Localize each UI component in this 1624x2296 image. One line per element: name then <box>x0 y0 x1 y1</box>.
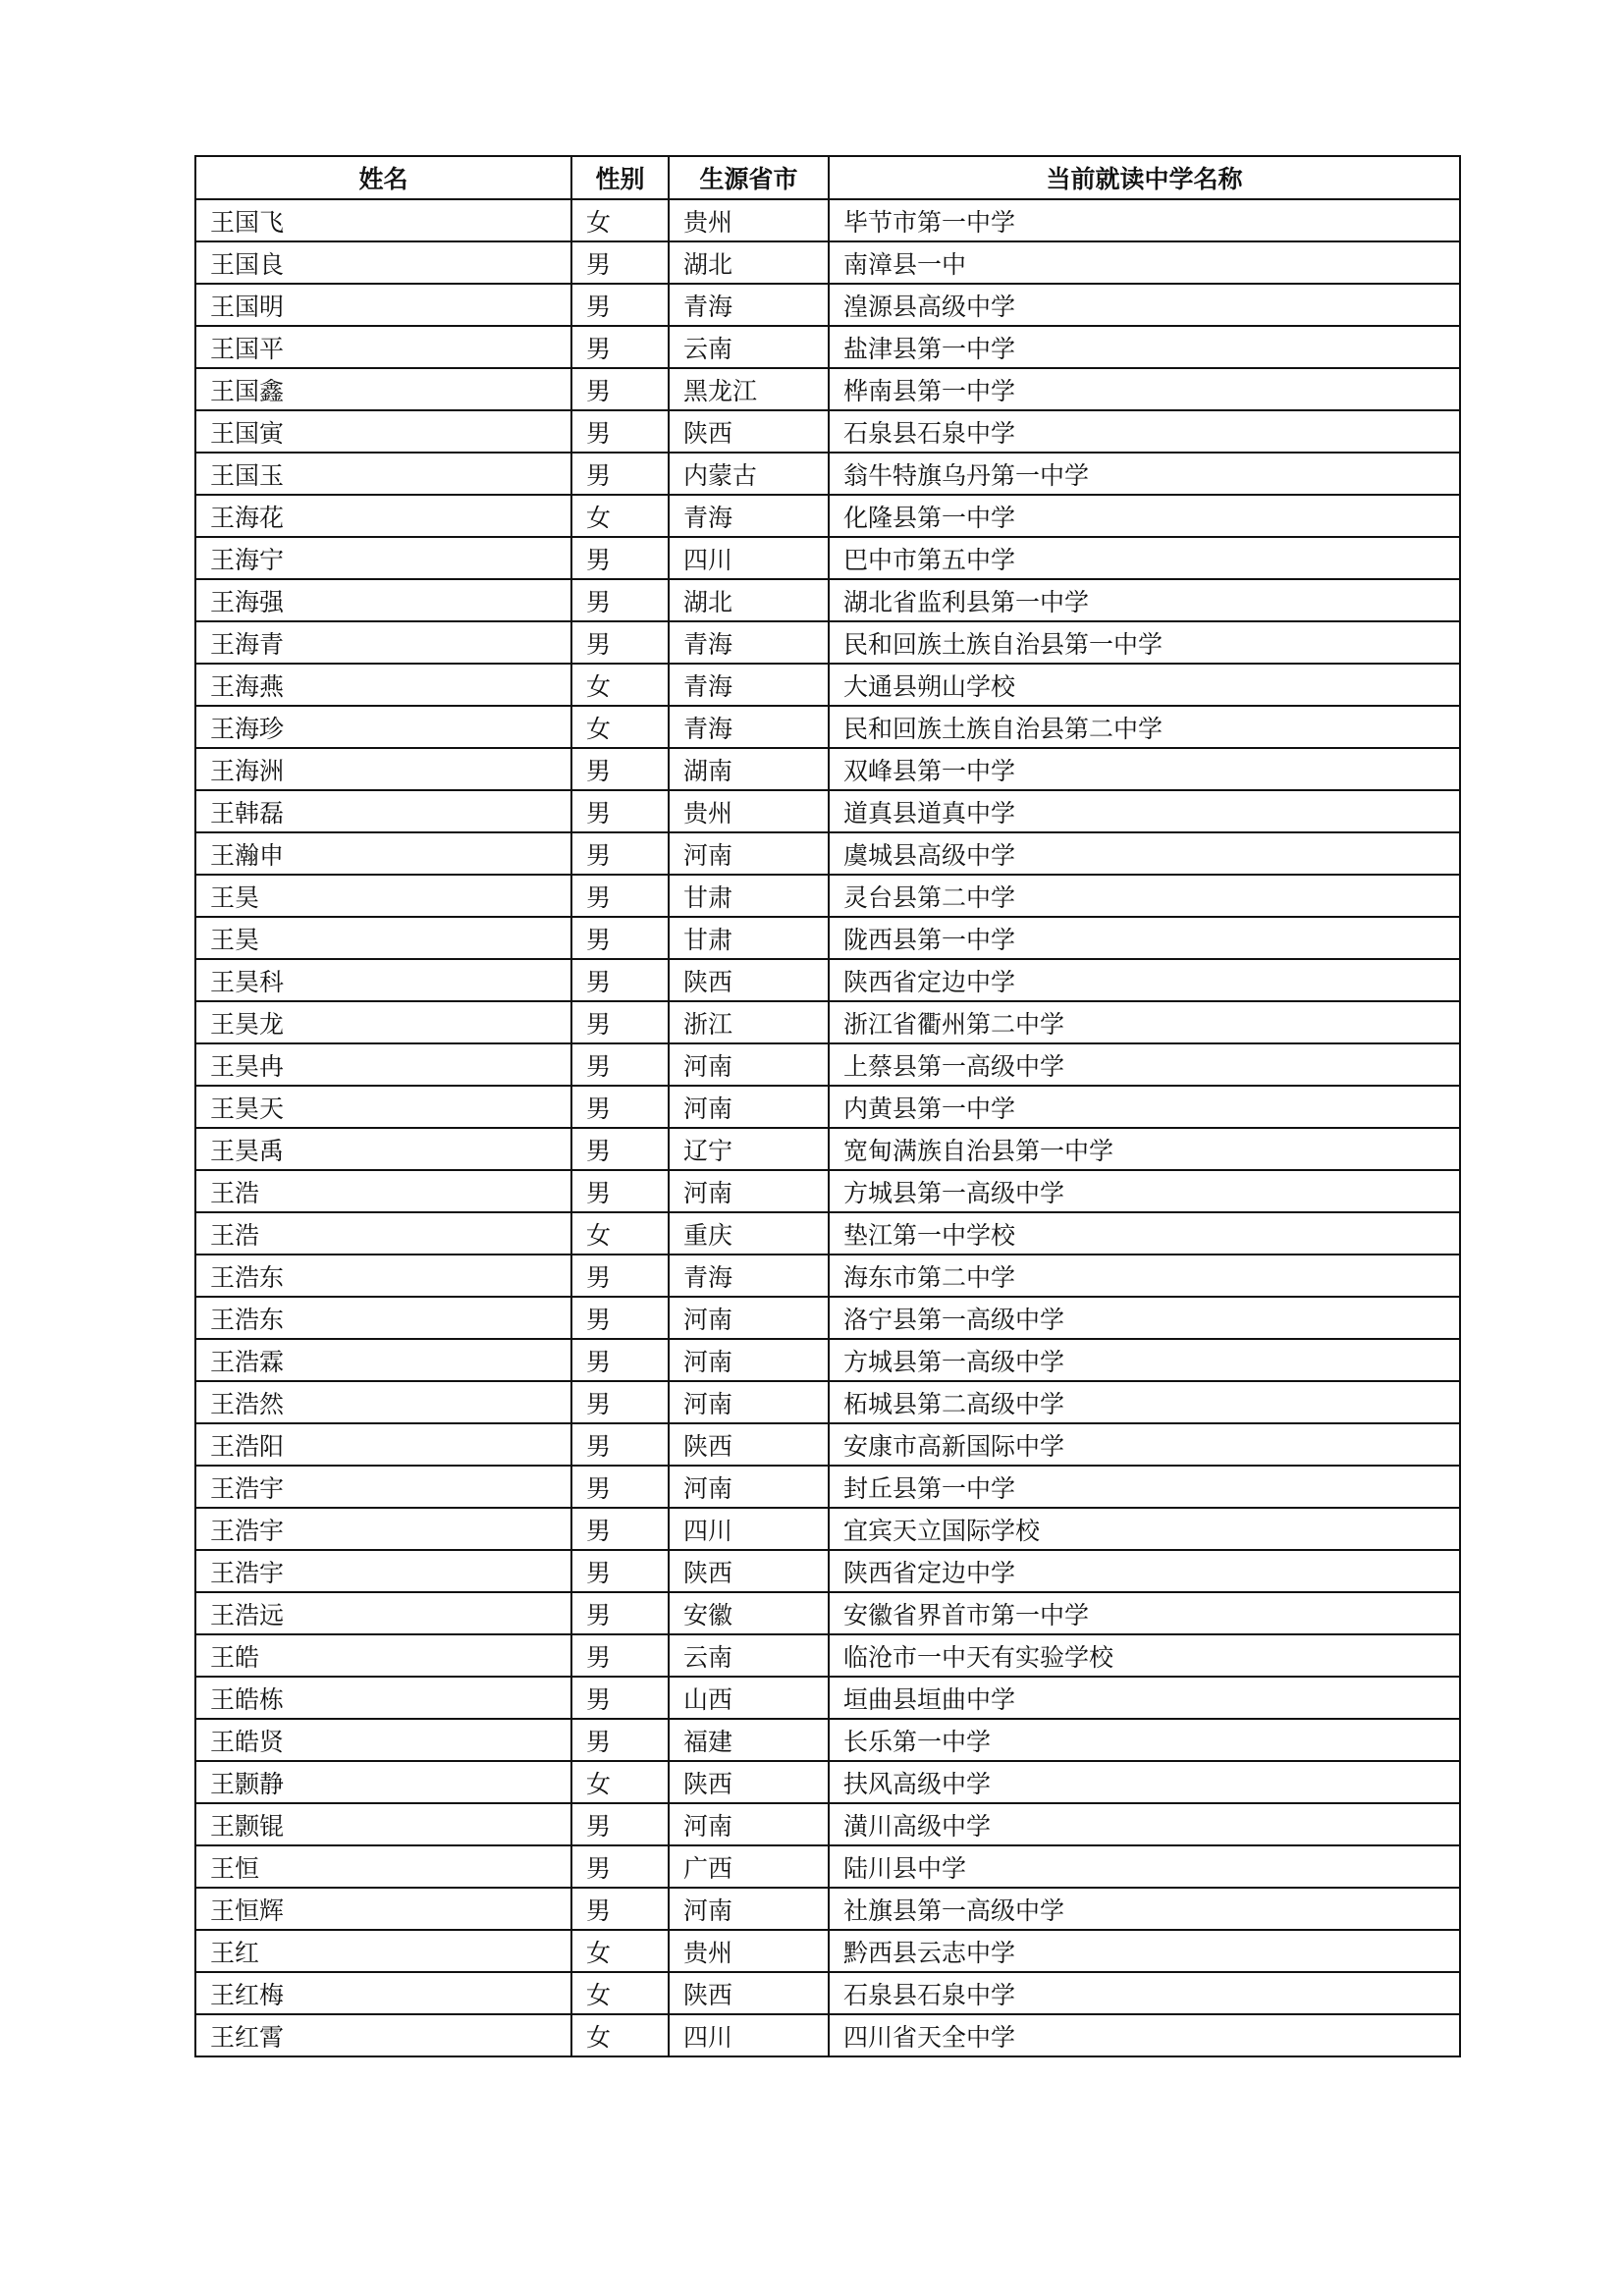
cell-name: 王浩宇 <box>195 1550 571 1592</box>
cell-gender: 男 <box>571 832 669 875</box>
cell-gender: 男 <box>571 1634 669 1677</box>
cell-province: 青海 <box>669 284 829 326</box>
cell-name: 王浩 <box>195 1170 571 1212</box>
cell-gender: 男 <box>571 453 669 495</box>
cell-school: 毕节市第一中学 <box>829 199 1460 241</box>
cell-name: 王昊冉 <box>195 1043 571 1086</box>
cell-province: 陕西 <box>669 1550 829 1592</box>
cell-name: 王浩宇 <box>195 1466 571 1508</box>
cell-gender: 男 <box>571 1381 669 1423</box>
table-row <box>195 241 1460 284</box>
cell-school: 虞城县高级中学 <box>829 832 1460 875</box>
cell-province: 河南 <box>669 1170 829 1212</box>
cell-province: 河南 <box>669 1381 829 1423</box>
cell-school: 上蔡县第一高级中学 <box>829 1043 1460 1086</box>
cell-school: 道真县道真中学 <box>829 790 1460 832</box>
cell-province: 河南 <box>669 1043 829 1086</box>
table-row <box>195 917 1460 959</box>
table-row <box>195 1508 1460 1550</box>
cell-gender: 男 <box>571 1677 669 1719</box>
cell-gender: 男 <box>571 1592 669 1634</box>
cell-name: 王海青 <box>195 621 571 664</box>
cell-gender: 男 <box>571 326 669 368</box>
cell-province: 贵州 <box>669 1930 829 1972</box>
table-row <box>195 1761 1460 1803</box>
table-row <box>195 1170 1460 1212</box>
table-row <box>195 1086 1460 1128</box>
table-row <box>195 1381 1460 1423</box>
cell-school: 柘城县第二高级中学 <box>829 1381 1460 1423</box>
cell-school: 宜宾天立国际学校 <box>829 1508 1460 1550</box>
cell-school: 民和回族土族自治县第二中学 <box>829 706 1460 748</box>
cell-gender: 男 <box>571 1423 669 1466</box>
table-row <box>195 664 1460 706</box>
cell-name: 王红霄 <box>195 2014 571 2056</box>
student-table <box>194 155 1461 2057</box>
table-row <box>195 284 1460 326</box>
cell-school: 灵台县第二中学 <box>829 875 1460 917</box>
cell-name: 王国良 <box>195 241 571 284</box>
cell-gender: 男 <box>571 748 669 790</box>
header-gender: 性别 <box>571 156 669 199</box>
cell-name: 王浩宇 <box>195 1508 571 1550</box>
cell-school: 翁牛特旗乌丹第一中学 <box>829 453 1460 495</box>
cell-province: 青海 <box>669 706 829 748</box>
cell-name: 王海强 <box>195 579 571 621</box>
cell-name: 王颢静 <box>195 1761 571 1803</box>
cell-name: 王昊 <box>195 917 571 959</box>
table-row <box>195 1930 1460 1972</box>
table-row <box>195 1128 1460 1170</box>
cell-province: 贵州 <box>669 199 829 241</box>
cell-province: 河南 <box>669 832 829 875</box>
cell-gender: 男 <box>571 1803 669 1845</box>
cell-name: 王红梅 <box>195 1972 571 2014</box>
table-row <box>195 1803 1460 1845</box>
cell-gender: 男 <box>571 1550 669 1592</box>
table-row <box>195 1466 1460 1508</box>
cell-school: 临沧市一中天有实验学校 <box>829 1634 1460 1677</box>
table-header-row <box>195 156 1460 199</box>
table-row <box>195 326 1460 368</box>
cell-gender: 男 <box>571 875 669 917</box>
cell-gender: 男 <box>571 1888 669 1930</box>
cell-school: 陆川县中学 <box>829 1845 1460 1888</box>
table-row <box>195 1212 1460 1255</box>
cell-province: 湖北 <box>669 579 829 621</box>
cell-gender: 男 <box>571 621 669 664</box>
cell-province: 安徽 <box>669 1592 829 1634</box>
table-row <box>195 199 1460 241</box>
cell-school: 陕西省定边中学 <box>829 1550 1460 1592</box>
cell-school: 石泉县石泉中学 <box>829 1972 1460 2014</box>
cell-gender: 男 <box>571 241 669 284</box>
cell-gender: 男 <box>571 959 669 1001</box>
cell-name: 王浩东 <box>195 1255 571 1297</box>
cell-province: 青海 <box>669 664 829 706</box>
table-row <box>195 1888 1460 1930</box>
cell-school: 海东市第二中学 <box>829 1255 1460 1297</box>
cell-name: 王昊龙 <box>195 1001 571 1043</box>
header-name: 姓名 <box>195 156 571 199</box>
cell-gender: 女 <box>571 706 669 748</box>
cell-name: 王昊科 <box>195 959 571 1001</box>
cell-province: 河南 <box>669 1086 829 1128</box>
cell-school: 巴中市第五中学 <box>829 537 1460 579</box>
cell-name: 王国玉 <box>195 453 571 495</box>
cell-gender: 女 <box>571 1930 669 1972</box>
table-row <box>195 1972 1460 2014</box>
table-row <box>195 1423 1460 1466</box>
table-row <box>195 410 1460 453</box>
table-row <box>195 1634 1460 1677</box>
cell-gender: 男 <box>571 1297 669 1339</box>
table-row <box>195 959 1460 1001</box>
cell-school: 四川省天全中学 <box>829 2014 1460 2056</box>
cell-school: 黔西县云志中学 <box>829 1930 1460 1972</box>
cell-school: 洛宁县第一高级中学 <box>829 1297 1460 1339</box>
cell-name: 王海珍 <box>195 706 571 748</box>
cell-province: 陕西 <box>669 1972 829 2014</box>
cell-name: 王国寅 <box>195 410 571 453</box>
cell-name: 王昊禹 <box>195 1128 571 1170</box>
cell-school: 双峰县第一中学 <box>829 748 1460 790</box>
cell-gender: 男 <box>571 410 669 453</box>
cell-province: 浙江 <box>669 1001 829 1043</box>
table-row <box>195 579 1460 621</box>
cell-province: 河南 <box>669 1339 829 1381</box>
cell-province: 河南 <box>669 1888 829 1930</box>
cell-gender: 女 <box>571 1972 669 2014</box>
cell-name: 王国平 <box>195 326 571 368</box>
cell-province: 青海 <box>669 1255 829 1297</box>
cell-school: 垫江第一中学校 <box>829 1212 1460 1255</box>
cell-name: 王皓 <box>195 1634 571 1677</box>
cell-gender: 女 <box>571 495 669 537</box>
table-row <box>195 832 1460 875</box>
table-row <box>195 453 1460 495</box>
table-row <box>195 2014 1460 2056</box>
cell-province: 河南 <box>669 1466 829 1508</box>
table-row <box>195 495 1460 537</box>
cell-gender: 男 <box>571 579 669 621</box>
cell-name: 王浩阳 <box>195 1423 571 1466</box>
cell-name: 王韩磊 <box>195 790 571 832</box>
cell-name: 王海燕 <box>195 664 571 706</box>
cell-school: 桦南县第一中学 <box>829 368 1460 410</box>
cell-name: 王昊 <box>195 875 571 917</box>
cell-gender: 男 <box>571 1508 669 1550</box>
cell-school: 封丘县第一中学 <box>829 1466 1460 1508</box>
table-row <box>195 1592 1460 1634</box>
cell-name: 王浩霖 <box>195 1339 571 1381</box>
cell-school: 方城县第一高级中学 <box>829 1339 1460 1381</box>
header-school: 当前就读中学名称 <box>829 156 1460 199</box>
cell-province: 陕西 <box>669 959 829 1001</box>
cell-province: 内蒙古 <box>669 453 829 495</box>
cell-name: 王瀚申 <box>195 832 571 875</box>
cell-gender: 女 <box>571 199 669 241</box>
cell-gender: 男 <box>571 537 669 579</box>
cell-school: 湖北省监利县第一中学 <box>829 579 1460 621</box>
table-row <box>195 1845 1460 1888</box>
cell-gender: 男 <box>571 1001 669 1043</box>
cell-school: 垣曲县垣曲中学 <box>829 1677 1460 1719</box>
cell-province: 山西 <box>669 1677 829 1719</box>
cell-gender: 男 <box>571 917 669 959</box>
table-row <box>195 1255 1460 1297</box>
cell-province: 云南 <box>669 326 829 368</box>
cell-school: 安康市高新国际中学 <box>829 1423 1460 1466</box>
cell-gender: 男 <box>571 1086 669 1128</box>
cell-province: 四川 <box>669 1508 829 1550</box>
cell-name: 王海宁 <box>195 537 571 579</box>
table-row <box>195 1001 1460 1043</box>
cell-gender: 男 <box>571 1255 669 1297</box>
cell-school: 内黄县第一中学 <box>829 1086 1460 1128</box>
cell-province: 甘肃 <box>669 875 829 917</box>
cell-school: 方城县第一高级中学 <box>829 1170 1460 1212</box>
cell-gender: 男 <box>571 1043 669 1086</box>
cell-gender: 男 <box>571 368 669 410</box>
cell-school: 化隆县第一中学 <box>829 495 1460 537</box>
table-row <box>195 1297 1460 1339</box>
cell-name: 王国飞 <box>195 199 571 241</box>
table-body <box>195 199 1460 2056</box>
table-row <box>195 537 1460 579</box>
cell-school: 石泉县石泉中学 <box>829 410 1460 453</box>
cell-name: 王昊天 <box>195 1086 571 1128</box>
cell-name: 王浩然 <box>195 1381 571 1423</box>
table-row <box>195 1719 1460 1761</box>
cell-province: 青海 <box>669 621 829 664</box>
cell-gender: 男 <box>571 790 669 832</box>
cell-province: 黑龙江 <box>669 368 829 410</box>
cell-gender: 男 <box>571 1339 669 1381</box>
cell-province: 福建 <box>669 1719 829 1761</box>
cell-name: 王红 <box>195 1930 571 1972</box>
header-province: 生源省市 <box>669 156 829 199</box>
cell-school: 大通县朔山学校 <box>829 664 1460 706</box>
cell-name: 王恒辉 <box>195 1888 571 1930</box>
cell-school: 浙江省衢州第二中学 <box>829 1001 1460 1043</box>
cell-province: 四川 <box>669 2014 829 2056</box>
table-row <box>195 790 1460 832</box>
cell-school: 陇西县第一中学 <box>829 917 1460 959</box>
cell-name: 王海花 <box>195 495 571 537</box>
cell-school: 陕西省定边中学 <box>829 959 1460 1001</box>
cell-name: 王浩远 <box>195 1592 571 1634</box>
cell-name: 王浩东 <box>195 1297 571 1339</box>
cell-school: 盐津县第一中学 <box>829 326 1460 368</box>
cell-gender: 男 <box>571 1845 669 1888</box>
table-row <box>195 368 1460 410</box>
cell-gender: 男 <box>571 1128 669 1170</box>
cell-province: 四川 <box>669 537 829 579</box>
cell-gender: 男 <box>571 284 669 326</box>
cell-school: 宽甸满族自治县第一中学 <box>829 1128 1460 1170</box>
cell-province: 陕西 <box>669 410 829 453</box>
cell-name: 王国明 <box>195 284 571 326</box>
cell-province: 甘肃 <box>669 917 829 959</box>
table-row <box>195 875 1460 917</box>
cell-province: 陕西 <box>669 1423 829 1466</box>
cell-school: 社旗县第一高级中学 <box>829 1888 1460 1930</box>
cell-province: 河南 <box>669 1297 829 1339</box>
table-row <box>195 706 1460 748</box>
cell-school: 湟源县高级中学 <box>829 284 1460 326</box>
cell-name: 王恒 <box>195 1845 571 1888</box>
cell-province: 河南 <box>669 1803 829 1845</box>
cell-gender: 女 <box>571 1212 669 1255</box>
cell-gender: 男 <box>571 1170 669 1212</box>
cell-name: 王国鑫 <box>195 368 571 410</box>
cell-school: 民和回族土族自治县第一中学 <box>829 621 1460 664</box>
cell-school: 南漳县一中 <box>829 241 1460 284</box>
cell-gender: 男 <box>571 1719 669 1761</box>
table-row <box>195 748 1460 790</box>
cell-province: 湖南 <box>669 748 829 790</box>
cell-name: 王海洲 <box>195 748 571 790</box>
cell-province: 云南 <box>669 1634 829 1677</box>
table-row <box>195 621 1460 664</box>
cell-school: 扶风高级中学 <box>829 1761 1460 1803</box>
cell-name: 王皓栋 <box>195 1677 571 1719</box>
table-row <box>195 1043 1460 1086</box>
table-row <box>195 1339 1460 1381</box>
cell-school: 安徽省界首市第一中学 <box>829 1592 1460 1634</box>
cell-name: 王浩 <box>195 1212 571 1255</box>
cell-name: 王皓贤 <box>195 1719 571 1761</box>
cell-province: 陕西 <box>669 1761 829 1803</box>
cell-province: 重庆 <box>669 1212 829 1255</box>
cell-gender: 男 <box>571 1466 669 1508</box>
cell-school: 潢川高级中学 <box>829 1803 1460 1845</box>
cell-province: 贵州 <box>669 790 829 832</box>
cell-province: 广西 <box>669 1845 829 1888</box>
cell-school: 长乐第一中学 <box>829 1719 1460 1761</box>
cell-gender: 女 <box>571 2014 669 2056</box>
cell-province: 青海 <box>669 495 829 537</box>
cell-province: 湖北 <box>669 241 829 284</box>
cell-gender: 女 <box>571 1761 669 1803</box>
cell-name: 王颢锟 <box>195 1803 571 1845</box>
cell-gender: 女 <box>571 664 669 706</box>
table-row <box>195 1677 1460 1719</box>
cell-province: 辽宁 <box>669 1128 829 1170</box>
table-row <box>195 1550 1460 1592</box>
